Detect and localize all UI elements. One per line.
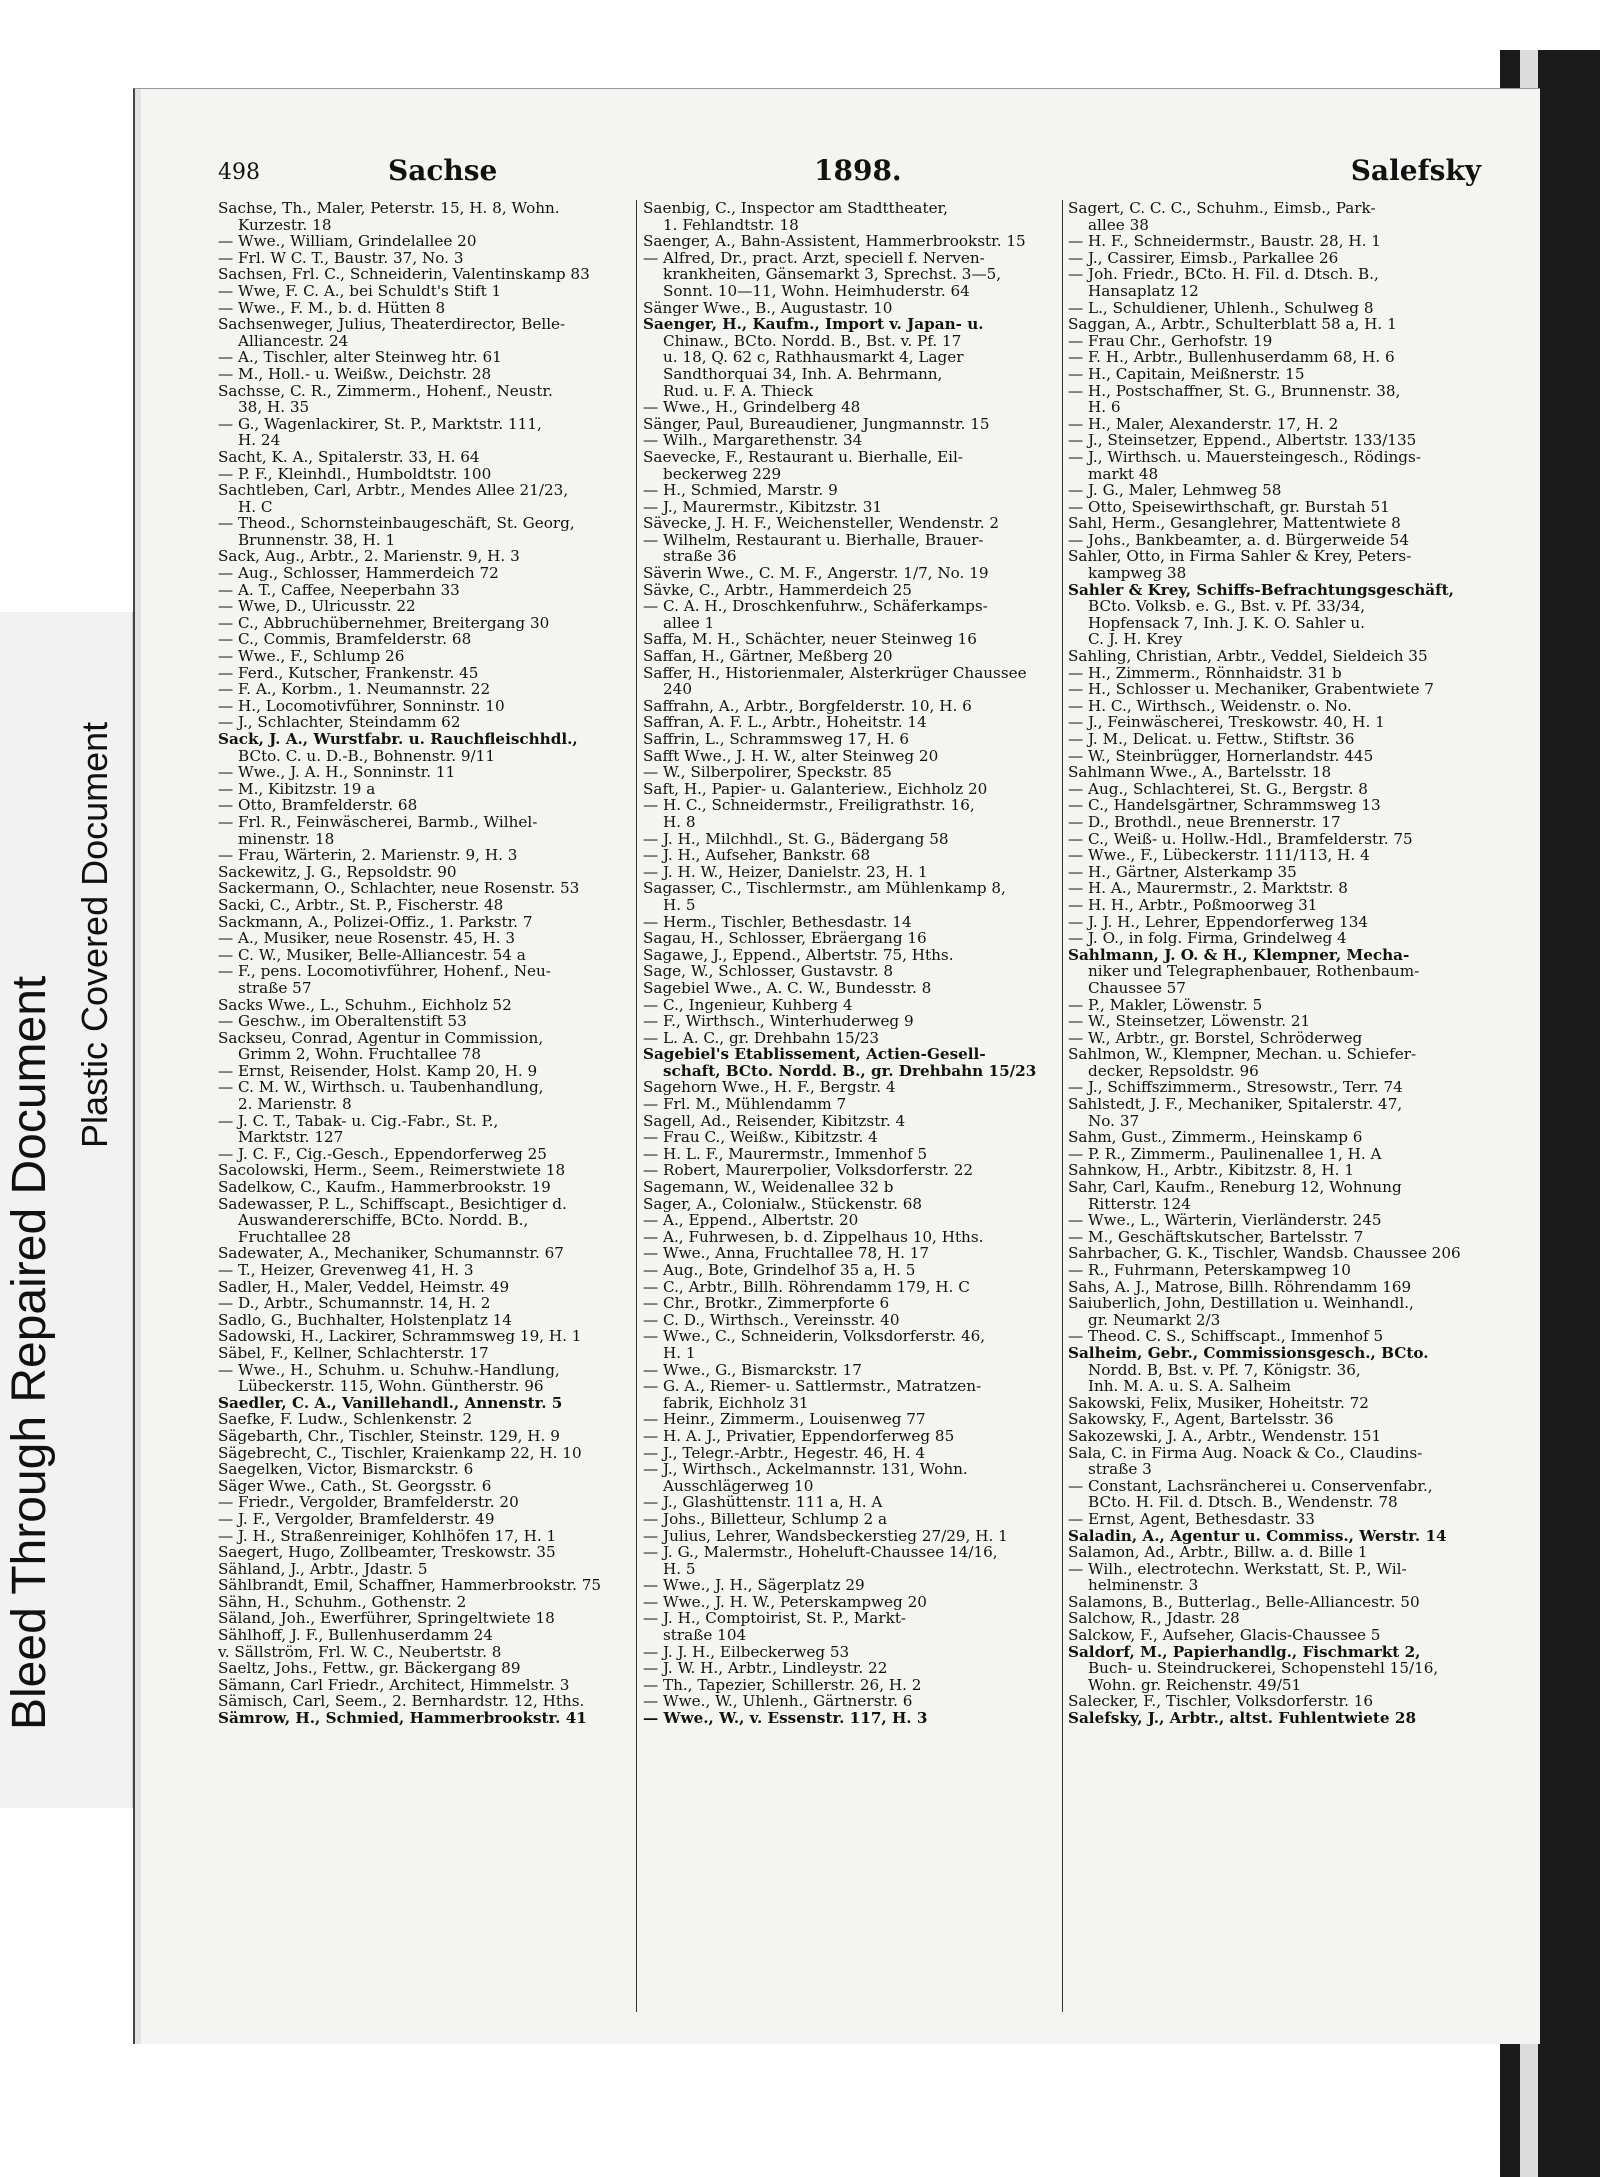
directory-line: — M., Holl.- u. Weißw., Deichstr. 28 [218,365,492,383]
directory-line: Sage, W., Schlosser, Gustavstr. 8 [643,963,894,980]
directory-line: H. 6 [1088,399,1121,416]
directory-line: — Joh. Friedr., BCto. H. Fil. d. Dtsch. B., [1068,266,1379,283]
directory-line: Sakozewski, J. A., Arbtr., Wendenstr. 151 [1068,1427,1382,1445]
directory-line: Safft Wwe., J. H. W., alter Steinweg 20 [643,747,939,765]
directory-line: — A., Eppend., Albertstr. 20 [643,1212,859,1229]
directory-line: — A., Fuhrwesen, b. d. Zippelhaus 10, Hths. [643,1228,984,1246]
directory-line: Sägebrecht, C., Tischler, Kraienkamp 22, H. 10 [218,1444,582,1462]
directory-line: Salefsky, J., Arbtr., altst. Fuhlentwiete 28 [1068,1710,1417,1727]
directory-line: — Theod. C. S., Schiffscapt., Immenhof 5 [1068,1328,1384,1345]
directory-line: — R., Fuhrmann, Peterskampweg 10 [1068,1262,1351,1279]
directory-line: Chaussee 57 [1088,979,1186,997]
directory-line: — A., Tischler, alter Steinweg htr. 61 [218,349,502,366]
column-divider [636,200,637,2012]
directory-line: — Wwe., C., Schneiderin, Volksdorferstr. 46, [643,1328,986,1345]
directory-line: 38, H. 35 [238,399,310,416]
directory-line: — F. H., Arbtr., Bullenhuserdamm 68, H. 6 [1068,349,1395,366]
directory-line: Sagebiel's Etablissement, Actien-Gesell- [643,1046,986,1063]
directory-line: — J. H., Comptoirist, St. P., Markt- [643,1610,907,1628]
directory-line: — M., Kibitzstr. 19 a [218,780,376,798]
directory-column-2 [643,200,1058,2020]
directory-line: — Wwe., J. A. H., Sonninstr. 11 [218,764,456,781]
directory-line: — Aug., Bote, Grindelhof 35 a, H. 5 [643,1262,916,1279]
directory-line: — Wwe., F., Schlump 26 [218,648,405,665]
directory-line: — H., Locomotivführer, Sonninstr. 10 [218,697,505,715]
directory-line: Buch- u. Steindruckerei, Schopenstehl 15/16, [1088,1660,1439,1677]
directory-line: C. J. H. Krey [1088,631,1183,649]
directory-line: Saldorf, M., Papierhandlg., Fischmarkt 2, [1068,1643,1421,1661]
directory-line: — W., Arbtr., gr. Borstel, Schröderweg [1068,1029,1363,1047]
directory-column-3 [1068,200,1533,2020]
directory-line: straße 3 [1088,1461,1152,1478]
directory-line: Sänger, Paul, Bureaudiener, Jungmannstr. 15 [643,415,990,433]
directory-line: Auswandererschiffe, BCto. Nordd. B., [238,1212,529,1229]
directory-line: Sahrbacher, G. K., Tischler, Wandsb. Chaussee 206 [1068,1245,1461,1262]
directory-line: — P. F., Kleinhdl., Humboldtstr. 100 [218,465,492,483]
directory-line: — J. M., Delicat. u. Fettw., Stiftstr. 36 [1068,731,1355,748]
directory-line: Saffa, M. H., Schächter, neuer Steinweg 16 [643,631,977,649]
directory-line: — A. T., Caffee, Neeperbahn 33 [218,581,460,599]
directory-line: — Frl. M., Mühlendamm 7 [643,1096,847,1113]
directory-line: Salchow, R., Jdastr. 28 [1068,1610,1240,1628]
year-heading: 1898. [814,154,902,187]
directory-line: — J. C. F., Cig.-Gesch., Eppendorferweg 25 [218,1145,547,1163]
directory-line: — Ferd., Kutscher, Frankenstr. 45 [218,664,479,682]
directory-line: H. 5 [663,896,696,914]
directory-line: — J., Steinsetzer, Eppend., Albertstr. 133/135 [1068,432,1417,449]
directory-line: Sadelkow, C., Kaufm., Hammerbrookstr. 19 [218,1179,551,1196]
directory-line: — Wwe., G., Bismarckstr. 17 [643,1361,862,1379]
directory-line: — Robert, Maurerpolier, Volksdorferstr. 22 [643,1162,974,1180]
directory-line: Alliancestr. 24 [238,332,349,350]
directory-line: — Wilhelm, Restaurant u. Bierhalle, Brauer- [643,531,984,549]
directory-line: — J. H., Milchhdl., St. G., Bädergang 58 [643,830,949,848]
directory-line: — Wwe., W., Uhlenh., Gärtnerstr. 6 [643,1693,913,1711]
directory-line: — C., Arbtr., Billh. Röhrendamm 179, H. C [643,1278,970,1296]
directory-line: — J. H., Straßenreiniger, Kohlhöfen 17, H. 1 [218,1527,557,1545]
directory-column-1 [218,200,630,2020]
directory-line: — J., Wirthsch. u. Mauersteingesch., Rödings- [1068,448,1421,466]
directory-line: — J., Maurermstr., Kibitzstr. 31 [643,498,883,516]
directory-line: H. C [238,498,273,516]
directory-line: — C., Handelsgärtner, Schrammsweg 13 [1068,797,1381,814]
directory-line: BCto. Volksb. e. G., Bst. v. Pf. 33/34, [1088,598,1366,615]
directory-line: Saffrin, L., Schrammsweg 17, H. 6 [643,731,910,748]
directory-line: — Wwe., W., v. Essenstr. 117, H. 3 [643,1710,928,1727]
directory-line: Sachse, Th., Maler, Peterstr. 15, H. 8, Wohn. [218,200,560,217]
directory-line: Saenger, A., Bahn-Assistent, Hammerbrookstr. 15 [643,233,1026,250]
page-header [218,150,1533,194]
directory-line: krankheiten, Gänsemarkt 3, Sprechst. 3—5, [663,266,1002,283]
directory-line: — H., Postschaffner, St. G., Brunnenstr. 38, [1068,382,1401,400]
directory-line: Sägebarth, Chr., Tischler, Steinstr. 129, H. 9 [218,1427,560,1445]
directory-line: Saiuberlich, John, Destillation u. Weinhandl., [1068,1295,1414,1312]
directory-line: No. 37 [1088,1112,1140,1130]
directory-line: Säland, Joh., Ewerführer, Springeltwiete 18 [218,1610,555,1628]
directory-line: — Wwe, D., Ulricusstr. 22 [218,598,416,615]
directory-line: Saedler, C. A., Vanillehandl., Annenstr. 5 [218,1394,563,1412]
directory-line: — H., Zimmerm., Rönnhaidstr. 31 b [1068,664,1342,682]
directory-line: Sagau, H., Schlosser, Ebräergang 16 [643,930,927,947]
directory-line: — J., Schiffszimmerm., Stresowstr., Terr. 74 [1068,1079,1403,1097]
directory-line: BCto. C. u. D.-B., Bohnenstr. 9/11 [238,747,495,765]
directory-line: — H., Capitain, Meißnerstr. 15 [1068,365,1305,383]
directory-line: Marktstr. 127 [238,1129,344,1146]
directory-line: Sähn, H., Schuhm., Gothenstr. 2 [218,1593,467,1611]
directory-line: — J., Glashüttenstr. 111 a, H. A [643,1494,883,1511]
directory-line: — Otto, Speisewirthschaft, gr. Burstah 51 [1068,498,1390,516]
directory-line: Sahlmann Wwe., A., Bartelsstr. 18 [1068,764,1332,781]
directory-line: Sackewitz, J. G., Repsoldstr. 90 [218,863,457,881]
directory-line: — H. L. F., Maurermstr., Immenhof 5 [643,1145,928,1163]
directory-line: — T., Heizer, Grevenweg 41, H. 3 [218,1262,474,1279]
directory-line: Saefke, F. Ludw., Schlenkenstr. 2 [218,1411,473,1428]
directory-line: Sadler, H., Maler, Veddel, Heimstr. 49 [218,1278,510,1296]
directory-line: — P. R., Zimmerm., Paulinenallee 1, H. A [1068,1145,1382,1163]
directory-line: — Alfred, Dr., pract. Arzt, speciell f. Nerven- [643,249,985,267]
directory-line: Wohn. gr. Reichenstr. 49/51 [1088,1676,1302,1694]
directory-line: H. 5 [663,1560,696,1578]
directory-line: Salamons, B., Butterlag., Belle-Alliancestr. 50 [1068,1593,1420,1611]
directory-line: Salamon, Ad., Arbtr., Billw. a. d. Bille 1 [1068,1544,1368,1561]
directory-line: — J., Telegr.-Arbtr., Hegestr. 46, H. 4 [643,1444,926,1462]
directory-line: Sackermann, O., Schlachter, neue Rosenstr. 53 [218,880,580,897]
directory-line: Sählhoff, J. F., Bullenhuserdamm 24 [218,1627,493,1644]
directory-line: — Chr., Brotkr., Zimmerpforte 6 [643,1295,890,1312]
directory-line: — L. A. C., gr. Drehbahn 15/23 [643,1029,880,1047]
directory-line: Sacolowski, Herm., Seem., Reimerstwiete 18 [218,1162,566,1180]
directory-line: Saevecke, F., Restaurant u. Bierhalle, Eil- [643,448,964,466]
directory-line: Sahm, Gust., Zimmerm., Heinskamp 6 [1068,1129,1363,1146]
directory-line: straße 36 [663,548,737,566]
directory-line: Sagawe, J., Eppend., Albertstr. 75, Hths. [643,946,954,964]
directory-line: — J. G., Malermstr., Hoheluft-Chaussee 14/16, [643,1544,998,1561]
directory-line: — Wwe., H., Schuhm. u. Schuhw.-Handlung, [218,1361,560,1379]
directory-line: Lübeckerstr. 115, Wohn. Güntherstr. 96 [238,1378,544,1395]
directory-line: — Wwe., L., Wärterin, Vierländerstr. 245 [1068,1212,1382,1229]
directory-line: — Heinr., Zimmerm., Louisenweg 77 [643,1411,926,1428]
directory-line: — Otto, Bramfelderstr. 68 [218,797,418,814]
directory-line: — Frau C., Weißw., Kibitzstr. 4 [643,1129,878,1146]
directory-line: — Wwe., H., Grindelberg 48 [643,399,861,416]
directory-line: Saegelken, Victor, Bismarckstr. 6 [218,1461,474,1478]
directory-line: — C. W., Musiker, Belle-Alliancestr. 54 a [218,946,526,964]
directory-line: straße 57 [238,979,312,997]
directory-line: Sahler, Otto, in Firma Sahler & Krey, Peters- [1068,548,1412,566]
directory-line: — L., Schuldiener, Uhlenh., Schulweg 8 [1068,299,1374,317]
directory-line: — C., Weiß- u. Hollw.-Hdl., Bramfelderstr. 75 [1068,830,1413,848]
directory-line: Sachtleben, Carl, Arbtr., Mendes Allee 21/23, [218,482,569,499]
directory-line: Inh. M. A. u. S. A. Salheim [1088,1378,1291,1395]
directory-line: Kurzestr. 18 [238,216,332,234]
directory-line: — H. H., Arbtr., Poßmoorweg 31 [1068,896,1318,914]
directory-line: Sonnt. 10—11, Wohn. Heimhuderstr. 64 [663,282,970,300]
directory-line: Sahlmon, W., Klempner, Mechan. u. Schiefer- [1068,1046,1417,1063]
directory-line: Saffran, A. F. L., Arbtr., Hoheitstr. 14 [643,714,927,731]
directory-line: — C., Ingenieur, Kuhberg 4 [643,996,853,1014]
directory-line: Salckow, F., Aufseher, Glacis-Chaussee 5 [1068,1627,1381,1644]
directory-line: u. 18, Q. 62 c, Rathhausmarkt 4, Lager [663,349,964,366]
directory-line: 2. Marienstr. 8 [238,1096,352,1113]
directory-line: — C. A. H., Droschkenfuhrw., Schäferkamps- [643,598,988,615]
directory-line: straße 104 [663,1627,747,1644]
directory-line: — C. M. W., Wirthsch. u. Taubenhandlung, [218,1079,544,1097]
directory-line: Sacht, K. A., Spitalerstr. 33, H. 64 [218,448,480,466]
directory-line: Brunnenstr. 38, H. 1 [238,531,396,549]
directory-line: — Wwe, F. C. A., bei Schuldt's Stift 1 [218,282,502,300]
directory-line: — Frau, Wärterin, 2. Marienstr. 9, H. 3 [218,847,518,864]
directory-line: Sahling, Christian, Arbtr., Veddel, Sieldeich 35 [1068,648,1428,665]
directory-line: — J. W. H., Arbtr., Lindleystr. 22 [643,1660,888,1677]
directory-line: Sagasser, C., Tischlermstr., am Mühlenkamp 8, [643,880,1006,897]
directory-line: — J., Schlachter, Steindamm 62 [218,714,461,731]
directory-line: — Wwe., J. H. W., Peterskampweg 20 [643,1593,927,1611]
directory-line: — Geschw., im Oberaltenstift 53 [218,1013,467,1030]
directory-line: Sackseu, Conrad, Agentur in Commission, [218,1029,544,1047]
directory-line: Sacks Wwe., L., Schuhm., Eichholz 52 [218,996,512,1014]
directory-line: Sahlmann, J. O. & H., Klempner, Mecha- [1068,946,1410,964]
directory-line: — Julius, Lehrer, Wandsbeckerstieg 27/29, H. 1 [643,1527,1008,1545]
directory-line: — Wilh., Margarethenstr. 34 [643,432,863,449]
directory-line: — Th., Tapezier, Schillerstr. 26, H. 2 [643,1676,922,1694]
directory-line: — J. G., Maler, Lehmweg 58 [1068,482,1282,499]
directory-line: — M., Geschäftskutscher, Bartelsstr. 7 [1068,1228,1364,1246]
directory-line: Sahnkow, H., Arbtr., Kibitzstr. 8, H. 1 [1068,1162,1354,1180]
directory-line: — Wwe., J. H., Sägerplatz 29 [643,1577,865,1594]
directory-line: Chinaw., BCto. Nordd. B., Bst. v. Pf. 17 [663,332,962,350]
directory-line: Säbel, F., Kellner, Schlachterstr. 17 [218,1344,489,1362]
directory-line: — G. A., Riemer- u. Sattlermstr., Matratzen- [643,1378,982,1395]
directory-line: — H. C., Wirthsch., Weidenstr. o. No. [1068,697,1352,715]
directory-line: — W., Steinbrügger, Hornerlandstr. 445 [1068,747,1374,765]
directory-line: Sachsenweger, Julius, Theaterdirector, Belle- [218,316,566,333]
directory-line: Sack, J. A., Wurstfabr. u. Rauchfleischhdl., [218,731,578,748]
directory-line: — Frl. R., Feinwäscherei, Barmb., Wilhel- [218,813,538,831]
directory-line: Rud. u. F. A. Thieck [663,382,813,400]
directory-line: Sänger Wwe., B., Augustastr. 10 [643,299,893,317]
directory-line: Sagell, Ad., Reisender, Kibitzstr. 4 [643,1112,906,1130]
directory-line: v. Sällström, Frl. W. C., Neubertstr. 8 [218,1643,502,1661]
directory-line: Sachsse, C. R., Zimmerm., Hohenf., Neustr. [218,382,553,400]
directory-line: Sämisch, Carl, Seem., 2. Bernhardstr. 12, Hths. [218,1693,585,1711]
directory-line: kampweg 38 [1088,565,1187,582]
directory-line: Sagehorn Wwe., H. F., Bergstr. 4 [643,1079,896,1097]
directory-line: — Wwe., Anna, Fruchtallee 78, H. 17 [643,1245,930,1262]
directory-line: Saggan, A., Arbtr., Schulterblatt 58 a, H. 1 [1068,316,1397,333]
directory-line: Saft, H., Papier- u. Galanteriew., Eichholz 20 [643,780,988,798]
directory-line: — Ernst, Agent, Bethesdastr. 33 [1068,1510,1315,1528]
directory-line: — Wilh., electrotechn. Werkstatt, St. P., Wil- [1068,1560,1407,1578]
directory-line: — H. C., Schneidermstr., Freiligrathstr. 16, [643,797,975,814]
directory-line: — Frl. W C. T., Baustr. 37, No. 3 [218,249,464,267]
directory-line: — Theod., Schornsteinbaugeschäft, St. Georg, [218,515,575,532]
directory-line: — G., Wagenlackirer, St. P., Marktstr. 111, [218,415,542,433]
directory-line: — J. H., Aufseher, Bankstr. 68 [643,847,871,864]
directory-line: — H., Schmied, Marstr. 9 [643,482,838,499]
directory-line: — Frau Chr., Gerhofstr. 19 [1068,332,1273,350]
directory-line: — C., Abbruchübernehmer, Breitergang 30 [218,614,550,632]
directory-line: beckerweg 229 [663,465,782,483]
directory-line: allee 1 [663,614,715,632]
directory-line: Hansaplatz 12 [1088,282,1199,300]
directory-line: Saffan, H., Gärtner, Meßberg 20 [643,648,893,665]
directory-line: — Constant, Lachsräncherei u. Conservenfabr., [1068,1477,1433,1495]
directory-line: Fruchtallee 28 [238,1228,351,1246]
directory-line: decker, Repsoldstr. 96 [1088,1062,1259,1080]
directory-line: — Aug., Schlachterei, St. G., Bergstr. 8 [1068,780,1368,798]
directory-line: — J., Cassirer, Eimsb., Parkallee 26 [1068,249,1339,267]
directory-line: Säverin Wwe., C. M. F., Angerstr. 1/7, No. 19 [643,565,989,582]
directory-line: Grimm 2, Wohn. Fruchtallee 78 [238,1046,482,1063]
directory-line: Sämann, Carl Friedr., Architect, Himmelstr. 3 [218,1676,570,1694]
directory-line: Ritterstr. 124 [1088,1195,1191,1213]
directory-line: allee 38 [1088,216,1149,234]
directory-line: Saffrahn, A., Arbtr., Borgfelderstr. 10, H. 6 [643,697,972,715]
directory-line: — F., Wirthsch., Winterhuderweg 9 [643,1013,914,1030]
directory-line: — J. O., in folg. Firma, Grindelweg 4 [1068,930,1347,947]
directory-line: Salheim, Gebr., Commissionsgesch., BCto. [1068,1344,1429,1362]
directory-line: — C. D., Wirthsch., Vereinsstr. 40 [643,1311,900,1329]
directory-line: — J. F., Vergolder, Bramfelderstr. 49 [218,1510,495,1528]
directory-line: Sager, A., Colonialw., Stückenstr. 68 [643,1195,923,1213]
directory-line: Sandthorquai 34, Inh. A. Behrmann, [663,365,943,383]
directory-line: Sahr, Carl, Kaufm., Reneburg 12, Wohnung [1068,1179,1402,1196]
directory-line: Saenbig, C., Inspector am Stadttheater, [643,200,948,217]
directory-line: — Wwe., William, Grindelallee 20 [218,233,477,250]
directory-line: minenstr. 18 [238,830,335,848]
directory-line: fabrik, Eichholz 31 [663,1394,809,1412]
directory-line: Sadewater, A., Mechaniker, Schumannstr. 67 [218,1245,564,1262]
directory-line: — D., Arbtr., Schumannstr. 14, H. 2 [218,1295,491,1312]
directory-line: — Johs., Billetteur, Schlump 2 a [643,1510,888,1528]
directory-line: Säger Wwe., Cath., St. Georgsstr. 6 [218,1477,492,1495]
directory-line: Sadowski, H., Lackirer, Schrammsweg 19, H. 1 [218,1328,582,1345]
directory-line: — J. J. H., Eilbeckerweg 53 [643,1643,850,1661]
right-running-head: Salefsky [1350,154,1481,187]
plastic-covered-label: Plastic Covered Document [74,721,115,1148]
page-number: 498 [218,160,260,185]
directory-line: — H., Maler, Alexanderstr. 17, H. 2 [1068,415,1339,433]
directory-line: — H., Schlosser u. Mechaniker, Grabentwiete 7 [1068,681,1434,698]
directory-line: Sack, Aug., Arbtr., 2. Marienstr. 9, H. 3 [218,548,520,566]
directory-line: — F. A., Korbm., 1. Neumannstr. 22 [218,681,491,698]
directory-line: — J. J. H., Lehrer, Eppendorferweg 134 [1068,913,1369,931]
directory-line: H. 8 [663,813,696,831]
directory-line: Sagebiel Wwe., A. C. W., Bundesstr. 8 [643,979,932,997]
directory-line: Saegert, Hugo, Zollbeamter, Treskowstr. 35 [218,1544,556,1561]
directory-line: — Johs., Bankbeamter, a. d. Bürgerweide 54 [1068,531,1409,549]
directory-line: Saenger, H., Kaufm., Import v. Japan- u. [643,316,984,333]
directory-line: — Wwe., F., Lübeckerstr. 111/113, H. 4 [1068,847,1370,864]
directory-line: — H. F., Schneidermstr., Baustr. 28, H. 1 [1068,233,1381,250]
directory-line: Sahl, Herm., Gesanglehrer, Mattentwiete 8 [1068,515,1401,532]
directory-line: Sala, C. in Firma Aug. Noack & Co., Claudins- [1068,1444,1423,1462]
directory-line: — J., Wirthsch., Ackelmannstr. 131, Wohn. [643,1461,968,1478]
directory-line: Sakowsky, F., Agent, Bartelsstr. 36 [1068,1411,1334,1428]
directory-line: 1. Fehlandtstr. 18 [663,216,799,234]
directory-line: — Friedr., Vergolder, Bramfelderstr. 20 [218,1494,519,1511]
directory-line: Sahlstedt, J. F., Mechaniker, Spitalerstr. 47, [1068,1096,1403,1113]
directory-line: niker und Telegraphenbauer, Rothenbaum- [1088,963,1420,980]
directory-line: Sahs, A. J., Matrose, Billh. Röhrendamm 169 [1068,1278,1412,1296]
directory-line: H. 24 [238,432,281,449]
directory-line: — Ernst, Reisender, Holst. Kamp 20, H. 9 [218,1062,538,1080]
directory-line: — Herm., Tischler, Bethesdastr. 14 [643,913,912,931]
directory-line: Sadlo, G., Buchhalter, Holstenplatz 14 [218,1311,512,1329]
directory-line: — J., Feinwäscherei, Treskowstr. 40, H. 1 [1068,714,1385,731]
directory-line: — J. H. W., Heizer, Danielstr. 23, H. 1 [643,863,928,881]
directory-line: — Wwe., F. M., b. d. Hütten 8 [218,299,446,317]
directory-line: schaft, BCto. Nordd. B., gr. Drehbahn 15/23 [663,1062,1037,1080]
bleed-through-label: Bleed Through Repaired Document [3,975,56,1730]
directory-line: Sacki, C., Arbtr., St. P., Fischerstr. 48 [218,896,504,914]
directory-line: BCto. H. Fil. d. Dtsch. B., Wendenstr. 78 [1088,1494,1398,1511]
directory-line: Sämrow, H., Schmied, Hammerbrookstr. 41 [218,1710,587,1727]
directory-line: Sahler & Krey, Schiffs-Befrachtungsgeschäft, [1068,581,1454,599]
directory-line: Sakowski, Felix, Musiker, Hoheitstr. 72 [1068,1394,1369,1412]
directory-line: — J. C. T., Tabak- u. Cig.-Fabr., St. P., [218,1112,499,1130]
directory-line: — C., Commis, Bramfelderstr. 68 [218,631,472,649]
directory-line: Sävecke, J. H. F., Weichensteller, Wendenstr. 2 [643,515,1000,532]
directory-line: Saladin, A., Agentur u. Commiss., Werstr. 14 [1068,1527,1447,1545]
directory-line: H. 1 [663,1344,696,1362]
directory-line: — H., Gärtner, Alsterkamp 35 [1068,863,1297,881]
directory-line: — P., Makler, Löwenstr. 5 [1068,996,1263,1014]
directory-line: Sagemann, W., Weidenallee 32 b [643,1179,894,1196]
directory-line: — F., pens. Locomotivführer, Hohenf., Neu- [218,963,551,980]
directory-line: — W., Silberpolirer, Speckstr. 85 [643,764,892,781]
directory-line: Sachsen, Frl. C., Schneiderin, Valentinskamp 83 [218,266,590,283]
directory-line: Sackmann, A., Polizei-Offiz., 1. Parkstr. 7 [218,913,533,931]
directory-line: Sähland, J., Arbtr., Jdastr. 5 [218,1560,428,1578]
directory-line: — A., Musiker, neue Rosenstr. 45, H. 3 [218,930,516,947]
directory-line: Sadewasser, P. L., Schiffscapt., Besichtiger d. [218,1195,567,1213]
directory-line: Saffer, H., Historienmaler, Alsterkrüger Chaussee [643,664,1027,682]
directory-line: Saeltz, Johs., Fettw., gr. Bäckergang 89 [218,1660,521,1677]
directory-line: Salecker, F., Tischler, Volksdorferstr. 16 [1068,1693,1374,1711]
directory-line: Ausschlägerweg 10 [663,1477,814,1495]
directory-line: Hopfensack 7, Inh. J. K. O. Sahler u. [1088,614,1365,632]
directory-line: Nordd. B, Bst. v. Pf. 7, Königstr. 36, [1088,1361,1361,1379]
directory-line: — H. A., Maurermstr., 2. Marktstr. 8 [1068,880,1348,897]
left-running-head: Sachse [388,154,498,187]
directory-line: 240 [663,681,692,698]
directory-line: Sävke, C., Arbtr., Hammerdeich 25 [643,581,912,599]
column-divider [1062,200,1063,2012]
directory-line: Sählbrandt, Emil, Schaffner, Hammerbrookstr. 75 [218,1577,602,1594]
directory-line: Sagert, C. C. C., Schuhm., Eimsb., Park- [1068,200,1376,217]
directory-line: gr. Neumarkt 2/3 [1088,1311,1221,1329]
directory-line: — W., Steinsetzer, Löwenstr. 21 [1068,1013,1311,1030]
directory-line: markt 48 [1088,465,1159,483]
directory-line: helminenstr. 3 [1088,1577,1199,1594]
directory-line: — Aug., Schlosser, Hammerdeich 72 [218,565,499,582]
directory-line: — H. A. J., Privatier, Eppendorferweg 85 [643,1427,955,1445]
directory-line: — D., Brothdl., neue Brennerstr. 17 [1068,813,1341,831]
